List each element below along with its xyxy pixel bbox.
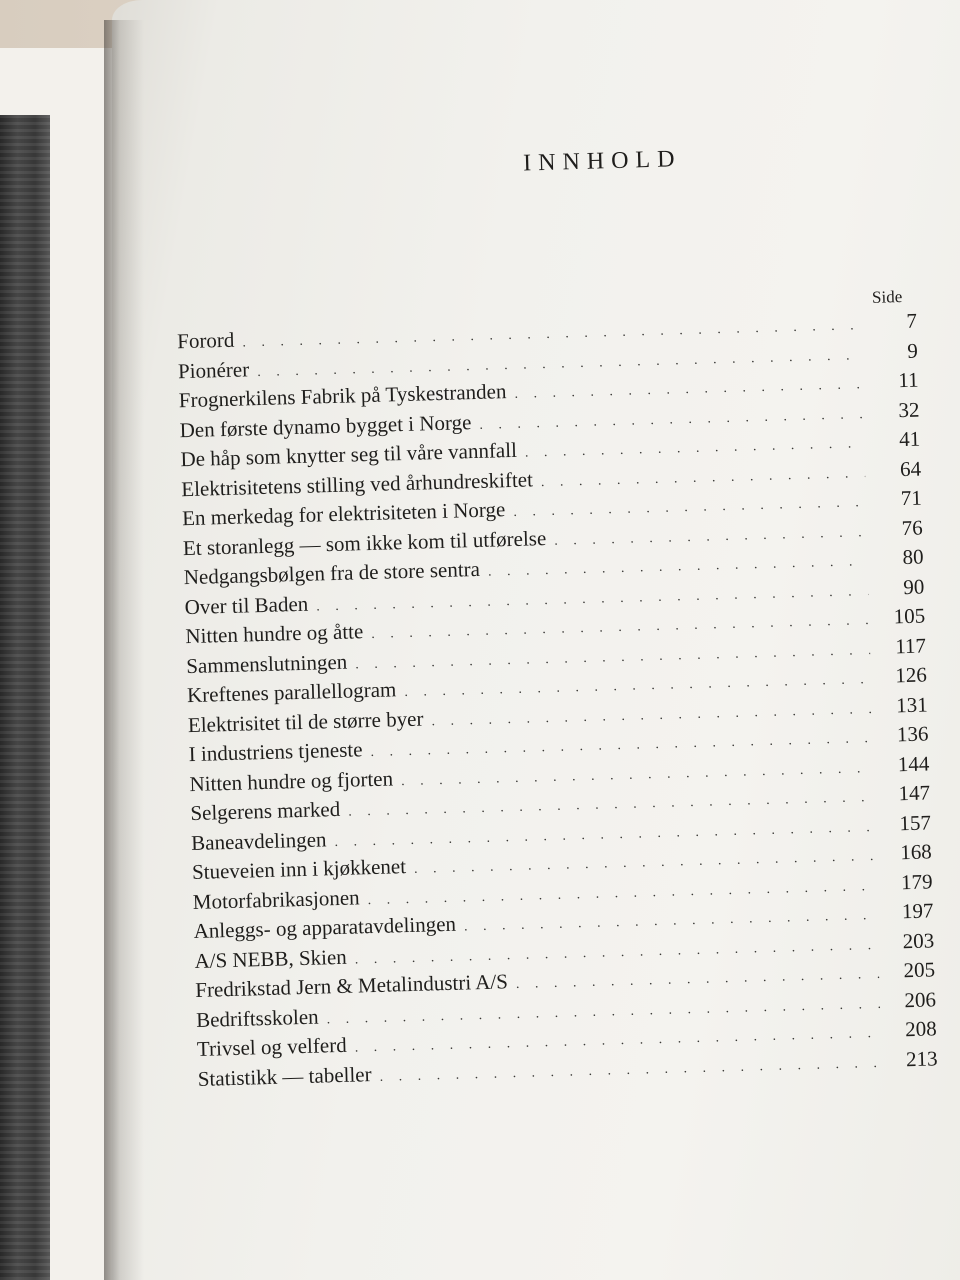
toc-entry-title: Fredrikstad Jern & Metalindustri A/S [194,969,509,1003]
toc-entry-page: 71 [900,485,923,511]
dot-leader [514,377,863,403]
toc-entry-title: Elektrisitetens stilling ved århundreskiftet [180,466,534,501]
toc-list [177,309,938,1096]
toc-entry-title: Anleggs- og apparatavdelingen [193,911,457,944]
toc-entry-title: Nedgangsbølgen fra de store sentra [183,556,481,590]
toc-heading: INNHOLD [522,146,682,177]
toc-entry-title: Over til Baden [184,591,309,619]
toc-entry-title: I industriens tjeneste [188,737,363,767]
toc-entry-title: Pionérer [177,356,250,383]
toc-entry-page: 213 [905,1045,938,1071]
toc-entry-title: Forord [176,327,235,354]
toc-entry-title: Trivsel og velferd [196,1032,347,1061]
photo-plate [0,115,50,1280]
toc-entry-title: Elektrisitet til de større byer [187,706,424,737]
toc-entry-title: Statistikk — tabeller [197,1061,372,1091]
toc-entry-title: Nitten hundre og fjorten [189,765,394,796]
toc-entry-title: En merkedag for elektrisiteten i Norge [181,497,506,531]
toc-entry-title: Et storanlegg — som ikke kom til utførelse [182,525,547,560]
toc-entry-title: Selgerens marked [190,796,341,826]
toc-entry-title: Stueveien inn i kjøkkenet [191,854,407,885]
toc-entry-page: 147 [898,780,931,806]
toc-entry-page: 203 [902,927,935,953]
toc-entry-page: 179 [900,868,933,894]
toc-entry-page: 117 [894,632,927,658]
gutter-shadow [104,20,144,1280]
toc-entry-page: 11 [897,367,919,393]
toc-entry-title: A/S NEBB, Skien [194,944,348,973]
toc-entry-title: Frognerkilens Fabrik på Tyskestranden [178,379,507,413]
toc-entry-page: 7 [906,308,918,333]
dot-leader [541,466,866,491]
toc-entry-title: Den første dynamo bygget i Norge [179,409,472,442]
toc-entry-title: Motorfabrikasjonen [192,884,360,914]
toc-entry-page: 105 [893,603,926,629]
toc-entry-title: De håp som knytter seg til våre vannfall [180,437,518,472]
toc-entry-page: 208 [904,1016,938,1042]
toc-entry-page: 76 [901,515,924,540]
toc-entry-page: 131 [895,691,928,717]
toc-entry-title: Bedriftsskolen [195,1004,319,1032]
toc-entry-page: 168 [899,839,933,865]
toc-entry-title: Nitten hundre og åtte [185,619,364,649]
dot-leader [525,436,865,461]
toc-entry-title: Sammenslutningen [185,649,348,678]
page-column-label: Side [871,287,903,307]
toc-entry-page: 136 [896,721,929,747]
toc-entry-page: 41 [898,426,921,452]
toc-entry-page: 80 [902,544,924,570]
toc-entry-page: 206 [904,986,937,1012]
table-of-contents [172,140,938,1096]
toc-entry-title: Kreftenes parallellogram [186,677,397,708]
toc-entry-page: 144 [897,750,930,776]
toc-entry-page: 157 [899,809,932,835]
toc-entry-page: 90 [902,573,925,599]
toc-entry-page: 197 [901,898,934,924]
toc-entry-page: 126 [894,662,928,688]
dot-leader [554,525,867,550]
toc-entry-title: Baneavdelingen [190,826,327,855]
toc-entry-page: 64 [899,456,922,481]
toc-entry-page: 32 [898,397,920,422]
toc-entry-page: 9 [906,338,919,363]
toc-entry-page: 205 [903,957,936,983]
